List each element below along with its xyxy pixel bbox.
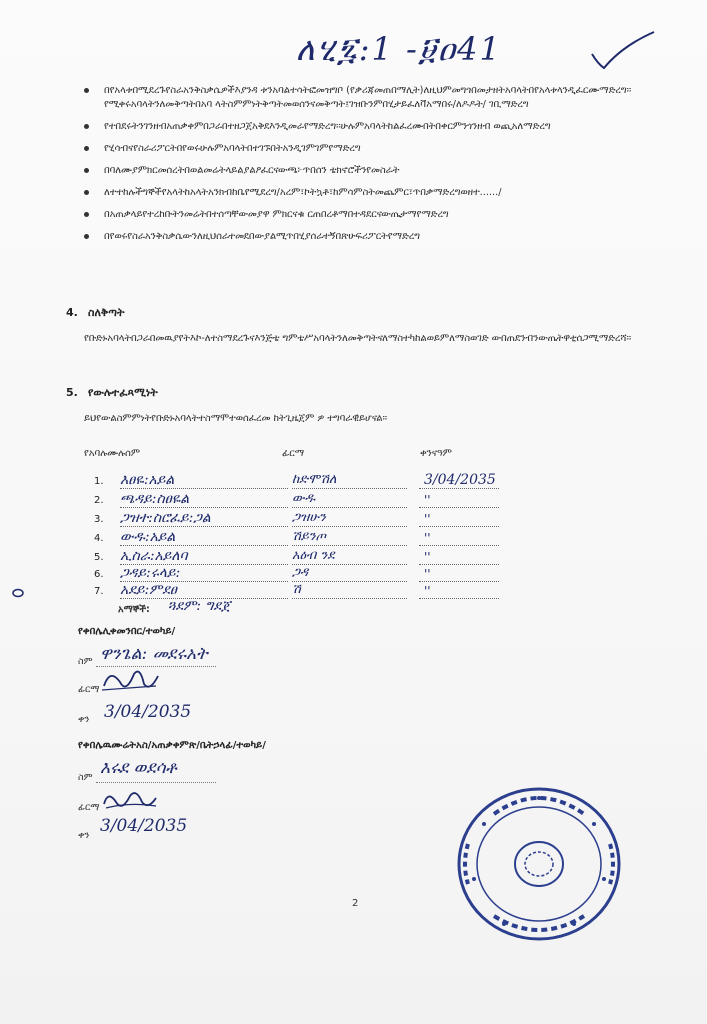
handwritten-reference: ለሂ፯:1 -፱ዐ41 xyxy=(296,30,502,68)
kebele-chair-sign-label: ፊርማ xyxy=(78,684,100,695)
land-office-label: የቀበሌዉሙሬትአስ/አጠቃቀምጽ/ቤትኃላፊ/ተወካይ/ xyxy=(78,740,266,751)
section-5-number: 5. xyxy=(66,386,78,399)
section-5-text: ይህየውልስምምነትየቡድኑአባላትተስማሞተወሰፈረመ ከትጊዜጀም ዎ ተግባራዊይሆናል፡፡ xyxy=(84,413,388,424)
list-item: ለተተከሉችግኞችየአላትከአላትአንክብከቤየሚደረግ/አረም፣ኮትኳቶ፣ከምሳምስትመጨምር፣ጥበቃማድረግወዘተ....../ xyxy=(104,186,664,200)
land-office-signature xyxy=(100,784,160,816)
list-item: የሂሳብናየስራሪፖርትበየወሩሁሉምአባላትበተገኙበትአንዲገምገምየማድረግ xyxy=(104,142,664,156)
list-item: በአጠቃላይየተረከቡትንመሬትበተሰጣቸውመያዋ ምክርናቁ ርጠበረቶማበተዳደርናውጤታማየማድረግ xyxy=(104,208,664,222)
page-number: 2 xyxy=(352,898,359,909)
margin-mark-icon xyxy=(12,588,24,598)
duty-list xyxy=(104,84,664,252)
section-4-text: የቡድኑአባላትበጋራበመዉያየትእኮ-ለተስማደረጉናእንጅቴ ግምቴሥአባላትንለመቅጣትናለማስተካከልወይምለማስወገድ ውበጠደንብንውጤትዋቲሰጋሚማድረሻ፡፡ xyxy=(84,333,632,344)
column-header-signature: ፊርማ xyxy=(282,448,305,459)
check-mark-icon xyxy=(588,28,658,74)
kebele-chair-date: 3/04/2035 xyxy=(104,702,192,722)
land-office-name: እሩደ ወደሳቶ xyxy=(100,758,177,778)
section-5-title: የውሉተፈጻሚነት xyxy=(88,386,158,399)
kebele-chair-name-label: ስም xyxy=(78,656,93,667)
section-4-title: ስለቅጣት xyxy=(88,306,125,319)
witness-label: አማኞች: xyxy=(118,604,150,615)
list-item: የተበደሩትንገንዘብአጠቃቀምበጋራበተዘጋጀአቅደእንዲመራየማድረግ፡፡ሁሉምአባላትከልፈረሙበትበቀርምንጎንዘብ ወጪአለማድረግ xyxy=(104,120,664,134)
list-item: በየወሩየስራአንቅስቃሴውንለዚህሰራተመደበውያልሚጥበሂያሰራተኝበጽሁፍሪፖርትየማድረግ xyxy=(104,230,664,244)
land-office-sign-label: ፊርማ xyxy=(78,802,100,813)
column-header-date: ቀንናዓም xyxy=(420,448,452,459)
witness-name: ጓደም: ግደጀ xyxy=(168,598,231,614)
kebele-chair-signature xyxy=(100,664,160,698)
document-page: ለሂ፯:1 -፱ዐ41 በየአላቱበሚደረጉየስራአንቅስቃሴዎችእያንዳ ቱንአባልተሳትፎመዝግቦ (የቃሪጃመጠበማሊት)ለዚህምመግጎበመታዘትአባላትበየአላቱላንዲፈርሙማድረግ፡፡የሚቀሩአባላትንለመቅጣትበአባ ላትስምምነትቅጣትመወሰንናመቅጣት፤ገዝቡንምበሂታይፈለቫአማበሩ/ለዶዶት/ ገቢማድረግ የተበደሩትንገንዘብአጠቃቀምበጋራበተዘጋጀአቅደእንዲመራየማድረግ፡፡ሁሉምአባላትከልፈረሙበትበቀርምንጎንዘብ ወጪአለማድረግ የሂሳብናየስራሪፖርትበየወሩሁሉምአባላትበተገኙበትአንዲገምገምየማድረግ በባለሙያምክርመሰረትበወልመሬትላይልያልዖፈርናውጫ፦ጥበሰን ቴክኖሮችንየመስራት ለተተከሉችግኞችየአላትከአላትአንክብከቤየሚደረግ/አረም፣ኮትኳቶ፣ከምሳምስትመጨምር፣ጥበቃማድረግወዘተ....../ በአጠቃላይየተረከቡትንመሬትበተሰጣቸውመያዋ ምክርናቁ ርጠበረቶማበተዳደርናውጤታማየማድረግ በየወሩየስራአንቅስቃሴውንለዚህሰራተመደበውያልሚጥበሂያሰራተኝበጽሁፍሪፖርትየማድረግ 4. ስለቅጣት የቡድኑአባላትበጋራበመዉያየትእኮ-ለተስማደረጉናእንጅቴ ግምቴሥአባላትንለመቅጣትናለማስተካከልወይምለማስወገድ ውበጠደንብንውጤትዋቲሰጋሚማድረሻ፡፡ 5. የውሉተፈጻሚነት ይህየውልስምምነትየቡድኑአባላትተስማሞተወሰፈረመ ከትጊዜጀም ዎ ተግባራዊይሆናል፡፡ የአባሉሙሉሰም ፊርማ ቀንናዓም 1. እፀዬ:አይል ከድሞሽለ 3/04/2035 2. ጫዳይ:ስፀዬል ውዱ '' 3. ጋዝተ:ስሮፈይ:ጋል ጋዝሁን '' 4. ውዱ:አይል ሽይንጦ '' 5. ኢስራ:አይለባ አዕብ ንደ '' 6. ጋዳይ:ሩላይ: ጋዳ '' 7. አደይ:ምደፀ ሽ '' አማኞች: ጓደም: ግደጀ የቀበሌሊቀመንበር/ተወካይ/ ስም ዋንጌል: መደሩአት ፊርማ ቀን 3/04/2035 የቀበሌዉሙሬትአስ/አጠቃቀምጽ/ቤትኃላፊ/ተወካይ/ ስም እሩደ ወደሳቶ ፊርማ ቀን 3/04/2035 2 xyxy=(0,0,707,1024)
official-stamp xyxy=(454,784,624,944)
land-office-date: 3/04/2035 xyxy=(100,816,188,836)
list-item: በየአላቱበሚደረጉየስራአንቅስቃሴዎችእያንዳ ቱንአባልተሳትፎመዝግቦ (የቃሪጃመጠበማሊት)ለዚህምመግጎበመታዘትአባላትበየአላቱላንዲፈርሙማድረግ፡፡የሚቀሩአባላትንለመቅጣትበአባ ላትስምምነትቅጣትመወሰንናመቅጣት፤ገዝቡንምበሂታይፈለቫአማበሩ/ለዶዶት/ ገቢማድረግ xyxy=(104,84,664,112)
land-office-name-label: ስም xyxy=(78,772,93,783)
section-4-number: 4. xyxy=(66,306,78,319)
kebele-chair-label: የቀበሌሊቀመንበር/ተወካይ/ xyxy=(78,626,176,637)
list-item: በባለሙያምክርመሰረትበወልመሬትላይልያልዖፈርናውጫ፦ጥበሰን ቴክኖሮችንየመስራት xyxy=(104,164,664,178)
land-office-date-label: ቀን xyxy=(78,830,90,841)
column-header-name: የአባሉሙሉሰም xyxy=(84,448,140,459)
kebele-chair-name: ዋንጌል: መደሩአት xyxy=(100,644,208,664)
kebele-chair-date-label: ቀን xyxy=(78,714,90,725)
